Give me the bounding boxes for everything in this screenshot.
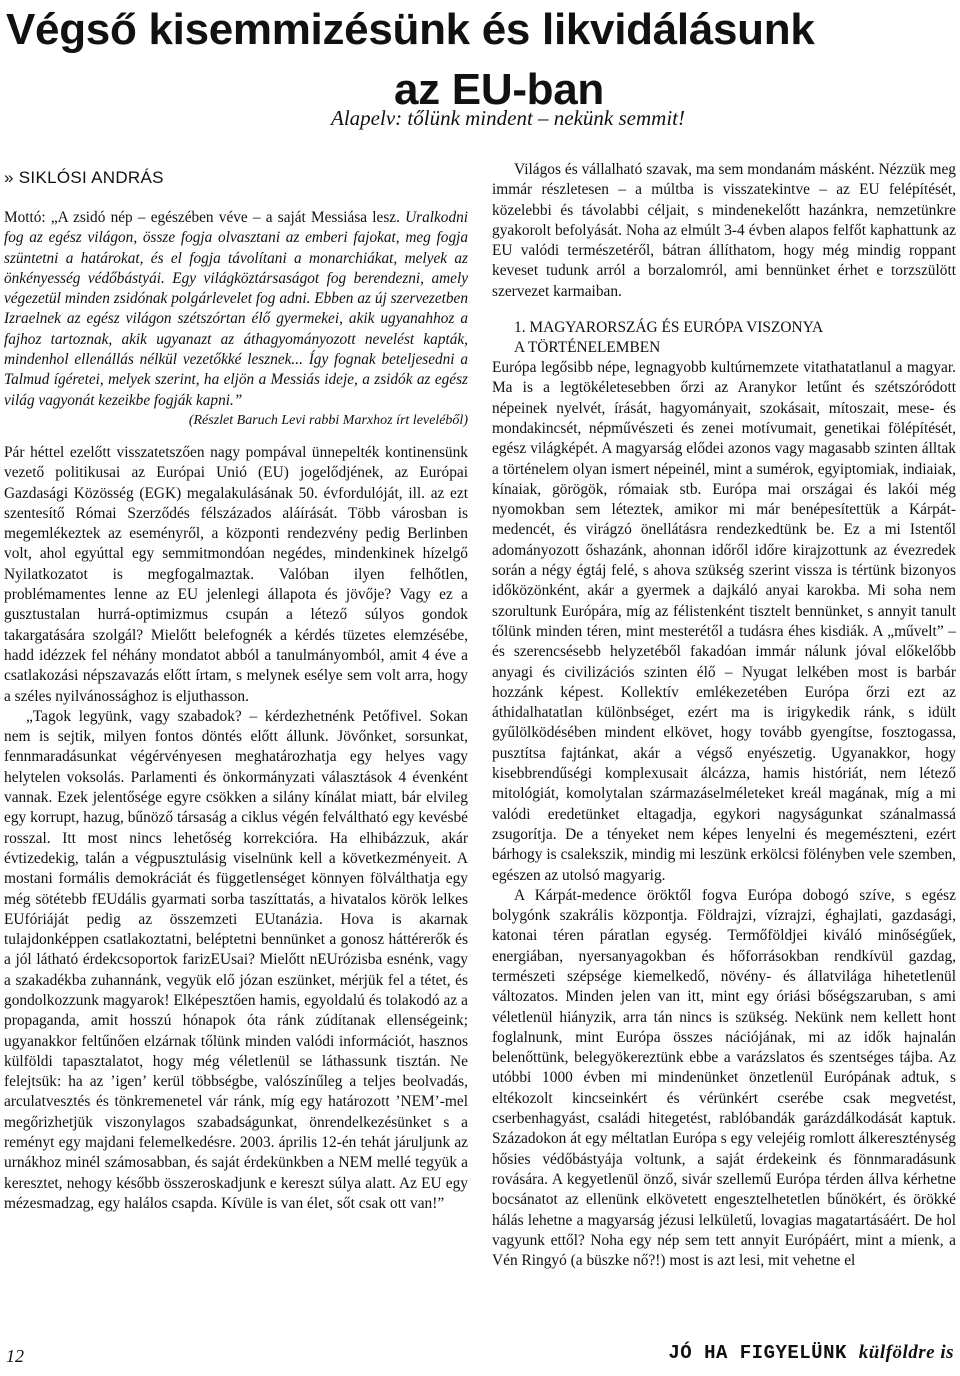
author-byline: » SIKLÓSI ANDRÁS: [4, 168, 164, 187]
article-subtitle: Alapelv: tőlünk mindent – nekünk semmit!: [331, 106, 685, 130]
right-paragraph-1: Európa legősibb népe, legnagyobb kultúrnemzete vitathatatlanul a magyar. Ma is a legtökéletesebben őrzi az Aranykor letűnt és szétszóródott népeinek nyelvét, írását, hagyományait, szokásait, mítoszait, mese- és mondakincsét, népművészeti és zenei motívumait, genetikai fölépítését, egész világképét. A magyarság elődei azonos vagy magasabb szinten álltak a történelem olyan ismert népeinél, mint a sumérok, egyiptomiak, indiaiak, kínaiak, görögök, rómaiak stb. Európa mai országai és lakói még nyomokban sem léteztek, amikor mi már benépesítettük a Kárpát-medencét, és virágzó önellátásra rendezkedtünk be. Ez a mi Istentől adományozott őshazánk, ahonnan időről időre kirajzottunk az évezredek során a négy égtáj felé, s ahova szükség szerint vissza is tértünk bizonyos időközönként, akár a gyermek a dajkáló anyai karokba. Mi soha nem szorultunk Európára, míg az félistenként tisztelt bennünket, s annyit tanult tőlünk minden téren, mint mesterétől a tudásra éhes kisdiák. A „művelt” – és szerencsésebb helyzetéből fakadóan immár nálunk jóval előkelőbb anyagi és civilizációs szinten élő – Nyugat lelkében most is barbár hozzánk képest. Kollektív emlékezetében Európa őrzi ezt az áthidalhatatlan különbséget, ezért ma is irigykedik ránk, s idült gyűlölködésében mindent elkövet, hogy tovább gyengítse, fosztogassa, pusztítsa fajtánkat, akár a végső enyészetig. Ugyanakkor, hogy kisebbrendűségi komplexusait álcázza, hamis históriát, nem létező mitológiát, komolytalan származáselméleteket kreál magának, míg a mi valódi eredetünket eltagadja, egykori nagyságunkat szánalmassá zsugorítja. De a tényeket nem képes lenyelni és megemészteni, ezért bárhogy is csalekszik, mindig mi leszünk erkölcsi fölényben vele szemben, egészen az utolsó magyarig.: [492, 359, 956, 884]
motto-label: Mottó: „A zsidó nép – egészében véve – a saját Messiása lesz.: [4, 209, 400, 226]
section-heading: [492, 318, 956, 358]
page-number: 12: [6, 1346, 24, 1366]
section-heading-line-2: A TÖRTÉNELEMBEN: [514, 339, 661, 357]
motto-source: (Részlet Baruch Levi rabbi Marxhoz írt leveléből): [188, 412, 468, 428]
magazine-brand: [668, 1342, 954, 1364]
right-intro-paragraph: Világos és vállalható szavak, ma sem mondanám másként. Nézzük meg immár részletesen – a múltba is visszatekintve – az EU felépítését, közelebbi és távolabbi céljait, s mindenekelőtt hazánkra, nemzetünkre gyakorolt befolyását. Noha az elmúlt 3-4 évben alapos felfőt kaphattunk az EU valódi természetéről, bátran állíthatom, hogy még mindig roppant keveset tudunk arról a borzalomról, ami bennünket érhet e torzszülött szervezet karmaiban.: [492, 161, 956, 300]
brand-italic: külföldre is: [858, 1342, 954, 1363]
motto-block: [4, 208, 468, 411]
left-paragraph-2: „Tagok legyünk, vagy szabadok? – kérdezhetnénk Petőfivel. Sokan nem is sejtik, milyen fontos döntés előtt állunk. Jövőnket, sorsunkat, fennmaradásunkat végérvényesen meghatározhatja egy helyes vagy helytelen voksolás. Parlamenti és önkormányzati választások 4 évenként vannak. Ezek jelentősége egyre csökken a silány kínálat miatt, bár elvileg egy korrupt, hazug, bűnöző társaság a ciklus végén felváltható egy kevésbé rosszal. Itt most nincs lehetőség korrekcióra. Ha elhibázzuk, akár évtizedekig, talán a végpusztulásig viselnünk kell a következményeit. A mostani formális demokráciát és függetlenséget könnyen fölválthatja egy még sötétebb fEUdális gyarmati sorba taszíttatás, a hivatalos körök lelkes EUfóriáját pedig az összemzeti EUtanázia. Hova is akarnak tulajdonképpen csatlakoztatni, beléptetni bennünket a gonosz háttérerők és a jól látható érdekcsoportok farizEUsai? Mielőtt nEUrózisba esnénk, vagy a szakadékba zuhannánk, vegyük elő józan eszünket, mérjük fel a tétet, és gondolkozzunk magyarok! Elképesztően hamis, egyoldalú és tolakodó az a propaganda, amit hosszú hónapok óta ránk zúdítanak ellenségeink; ugyanakkor feltűnően elzárnak tőlünk minden valódi információt, hasznos külföldi tapasztalatot, hogy még véletlenül se láthassunk tisztán. Ne felejtsük: ha az ’igen’ kerül többségbe, valószínűleg a teljes beolvadás, arculatvesztés és tönkremenetel vár ránk, míg egy határozott ’NEM’-mel megőrizhetjük viszonylagos szabadságunkat, önrendelkezésünket s a reményt egy majdani felemelkedésre. 2003. április 12-én tehát járuljunk az urnákhoz minél számosabban, és saját érdekünkben a NEM mellé tegyük a keresztet, nehogy később összeroskadjunk e kereszt súlya alatt. Az EU egy mézesmadzag, egy halálos csapda. Kívüle is van élet, sőt csak ott van!”: [4, 707, 468, 1212]
brand-bold: JÓ HA FIGYELÜNK: [668, 1342, 847, 1364]
left-column: [4, 208, 468, 1214]
right-column: [492, 160, 956, 1271]
section-heading-line-1: 1. MAGYARORSZÁG ÉS EURÓPA VISZONYA: [514, 319, 824, 337]
motto-text: Uralkodni fog az egész világon, össze fogja olvasztani az emberi fajokat, meg fogja szüntetni a határokat, és el fogja távolítani a monarchiákat, melyek az önkényesség védőbástyái. Egy világköztársaságot fog berendezni, amely végezetül minden zsidónak polgárlevelet fog adni. Ebben az új szervezetben Izraelnek az egész világon szétszórtan élő gyermekei, akik ugyanahhoz a fajhoz tartoznak, akik ugyanazt az áthagyományozott nevelést kapták, mindenhol ellenállás nélkül vezetőkké lesznek... Így fognak beteljesedni a Talmud ígéretei, melyek szerint, ha eljön a Messiás ideje, a zsidók az egész világ vagyonát kezeikbe fogják kapni.”: [4, 209, 468, 409]
title-line-2: az EU-ban: [394, 65, 604, 114]
right-paragraph-2: A Kárpát-medence öröktől fogva Európa dobogó szíve, s egész bolygónk szakrális központja. Földrajzi, vízrajzi, éghajlati, gazdasági, katonai téren páratlan egység. Termőföldjei kiváló minőségűek, energiában, nyersanyagokban és hőforrásokban rendkívül gazdag, természeti szépsége kiemelkedő, növény- és állatvilága hihetetlenül változatos. Minden jelen van itt, mint egy óriási bőségszaruban, s ami véletlenül hiányzik, arra tán nincs is szükség. Nekünk nem kellett hont foglalnunk, mint Európa összes nációjának, mi az idők hajnalán belenőttünk, belegyökereztünk ebbe a varázslatos és szentséges tájba. Az utóbbi 1000 évben mi mindenünket önzetlenül Európának adtuk, s eltékozolt kincseinkért és vérünkért cserébe csak megvetést, cserbenhagyást, családi hitegetést, rablóbandák garázdálkodását kaptuk. Századokon át egy méltatlan Európa s egy velejéig romlott álkereszténység hősies védőbástyája voltunk, a saját érdekeink és fönnmaradásunk rovására. A kegyetlenül önző, sivár szellemű Európa térden állva kérhetne bocsánatot az ellenünk elkövetett engesztelhetetlen bűnökért, és örökké hálás lehetne a magyarság jézusi lelkületű, lovagias magatartásáért. De hol vagyunk ettől? Noha egy nép sem tett annyit Európáért, mint a mienk, a Vén Ringyó (a büszke nő?!) most is azt lesi, mit vehetne el: [492, 886, 956, 1270]
left-paragraph-1: Pár héttel ezelőtt visszatetszően nagy pompával ünnepelték kontinensünk vezető politikusai az Európai Unió (EU) jogelődjének, az Európai Gazdasági Közösség (EGK) megalakulásának 50. évfordulóját, ill. az ezt szentesítő Római Szerződés félszázados aláírását. Több városban is megemlékeztek az eseményről, a központi rendezvény pedig Berlinben volt, ahol egyúttal egy semmitmondóan negédes, mindenkinek hízelgő Nyilatkozatot is megfogalmaztak. Valóban ilyen felhőtlen, problémamentes lenne az EU jelenlegi állapota és jövője? Vagy ez a gusztustalan hurrá-optimizmus csupán a létező súlyos gondok takargatására szolgál? Mielőtt belefognék a kérdés tüzetes elemzésébe, hadd idézzek fel néhány mondatot abból a tanulmányomból, amit 4 éve a csatlakozási népszavazás előtt írtam, s melynek esélye sem volt arra, hogy a széles nyilvánossághoz is eljuthasson.: [4, 443, 468, 705]
article-title: [6, 0, 956, 120]
title-line-1: Végső kisemmizésünk és likvidálásunk: [6, 5, 815, 54]
